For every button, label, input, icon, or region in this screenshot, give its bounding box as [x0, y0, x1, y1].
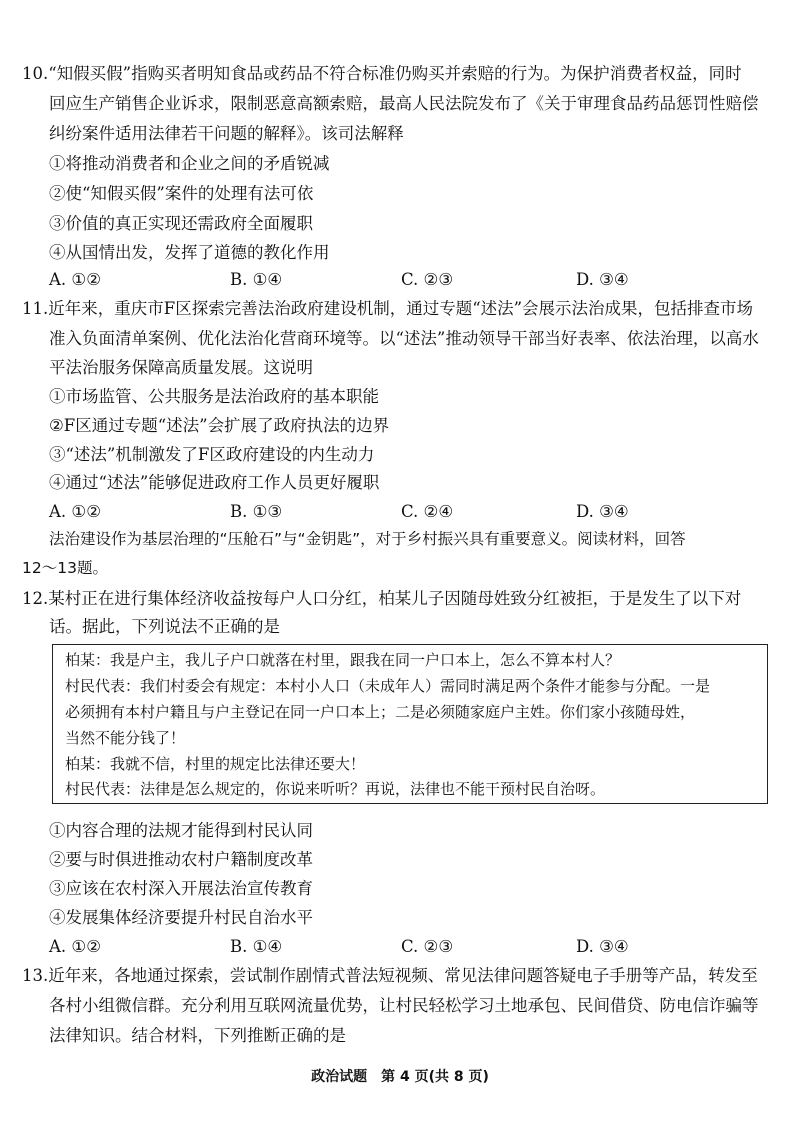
q10-stem-line-2: 回应生产销售企业诉求，限制恶意高额索赔，最高人民法院发布了《关于审理食品药品惩罚性赔偿	[49, 94, 759, 113]
q11-option-4: ④通过“述法”能够促进政府工作人员更好履职	[49, 473, 380, 492]
q10-choice-d[interactable]: D. ③④	[576, 270, 629, 289]
material-intro-line-1: 法治建设作为基层治理的“压舱石”与“金钥匙”，对于乡村振兴具有重要意义。阅读材料，回答	[49, 530, 686, 548]
q10-choices	[49, 268, 709, 292]
q12-choice-b[interactable]: B. ①④	[230, 937, 283, 956]
page-footer: 政治试题 第 4 页(共 8 页)	[311, 1069, 489, 1085]
q12-stem-line-2: 话。据此，下列说法不正确的是	[49, 617, 280, 636]
q11-choices	[49, 500, 709, 524]
q12-stem-line-1: 12.某村正在进行集体经济收益按每户人口分红，柏某儿子因随母姓致分红被拒，于是发生了以下对	[22, 589, 742, 608]
material-intro-line-2: 12～13题。	[22, 559, 108, 577]
q13-stem-line-2: 各村小组微信群。充分利用互联网流量优势，让村民轻松学习土地承包、民间借贷、防电信诈骗等	[49, 996, 759, 1015]
dialogue-box	[52, 644, 768, 804]
q11-stem-line-3: 平法治服务保障高质量发展。这说明	[49, 358, 313, 377]
q13-stem-line-3: 法律知识。结合材料，下列推断正确的是	[49, 1026, 346, 1045]
q11-stem-line-2: 准入负面清单案例、优化法治化营商环境等。以“述法”推动领导干部当好表率、依法治理，以高水	[49, 329, 759, 348]
dialogue-line-6: 村民代表：法律是怎么规定的，你说来听听？再说，法律也不能干预村民自治呀。	[65, 780, 606, 798]
q10-option-3: ③价值的真正实现还需政府全面履职	[49, 214, 313, 233]
q11-choice-c[interactable]: C. ②④	[401, 502, 454, 521]
q12-choice-c[interactable]: C. ②③	[401, 937, 454, 956]
dialogue-line-2: 村民代表：我们村委会有规定：本村小人口（未成年人）需同时满足两个条件才能参与分配。一是	[65, 677, 711, 695]
q10-choice-b[interactable]: B. ①④	[230, 270, 283, 289]
dialogue-line-4: 当然不能分钱了！	[65, 729, 186, 747]
q12-choice-a[interactable]: A. ①②	[49, 937, 101, 956]
q10-option-4: ④从国情出发，发挥了道德的教化作用	[49, 243, 330, 262]
q12-choices	[49, 935, 709, 959]
q11-stem-line-1: 11.近年来，重庆市F区探索完善法治政府建设机制，通过专题“述法”会展示法治成果，包括排查市场	[22, 299, 754, 318]
q12-option-1: ①内容合理的法规才能得到村民认同	[49, 821, 313, 840]
q11-option-1: ①市场监管、公共服务是法治政府的基本职能	[49, 387, 379, 406]
q12-option-4: ④发展集体经济要提升村民自治水平	[49, 908, 313, 927]
q12-option-3: ③应该在农村深入开展法治宣传教育	[49, 879, 313, 898]
q10-choice-c[interactable]: C. ②③	[401, 270, 454, 289]
q10-stem-line-1: 10.“知假买假”指购买者明知食品或药品不符合标准仍购买并索赔的行为。为保护消费者权益，同时	[22, 64, 742, 83]
dialogue-line-5: 柏某：我就不信，村里的规定比法律还要大！	[65, 755, 366, 773]
q11-choice-a[interactable]: A. ①②	[49, 502, 101, 521]
dialogue-line-3: 必须拥有本村户籍且与户主登记在同一户口本上；二是必须随家庭户主姓。你们家小孩随母姓，	[65, 703, 696, 721]
dialogue-line-1: 柏某：我是户主，我儿子户口就落在村里，跟我在同一户口本上，怎么不算本村人？	[65, 651, 621, 669]
q10-stem-line-3: 纠纷案件适用法律若干问题的解释》。该司法解释	[49, 124, 404, 143]
q10-option-2: ②使“知假买假”案件的处理有法可依	[49, 184, 314, 203]
q11-option-2: ②F区通过专题“述法”会扩展了政府执法的边界	[49, 416, 390, 435]
q11-choice-d[interactable]: D. ③④	[576, 502, 629, 521]
q11-choice-b[interactable]: B. ①③	[230, 502, 283, 521]
q13-stem-line-1: 13.近年来，各地通过探索，尝试制作剧情式普法短视频、常见法律问题答疑电子手册等产品，转发至	[22, 966, 758, 985]
q10-option-1: ①将推动消费者和企业之间的矛盾锐减	[49, 154, 330, 173]
q10-choice-a[interactable]: A. ①②	[49, 270, 101, 289]
q12-option-2: ②要与时俱进推动农村户籍制度改革	[49, 850, 313, 869]
q12-choice-d[interactable]: D. ③④	[576, 937, 629, 956]
q11-option-3: ③“述法”机制激发了F区政府建设的内生动力	[49, 445, 375, 464]
